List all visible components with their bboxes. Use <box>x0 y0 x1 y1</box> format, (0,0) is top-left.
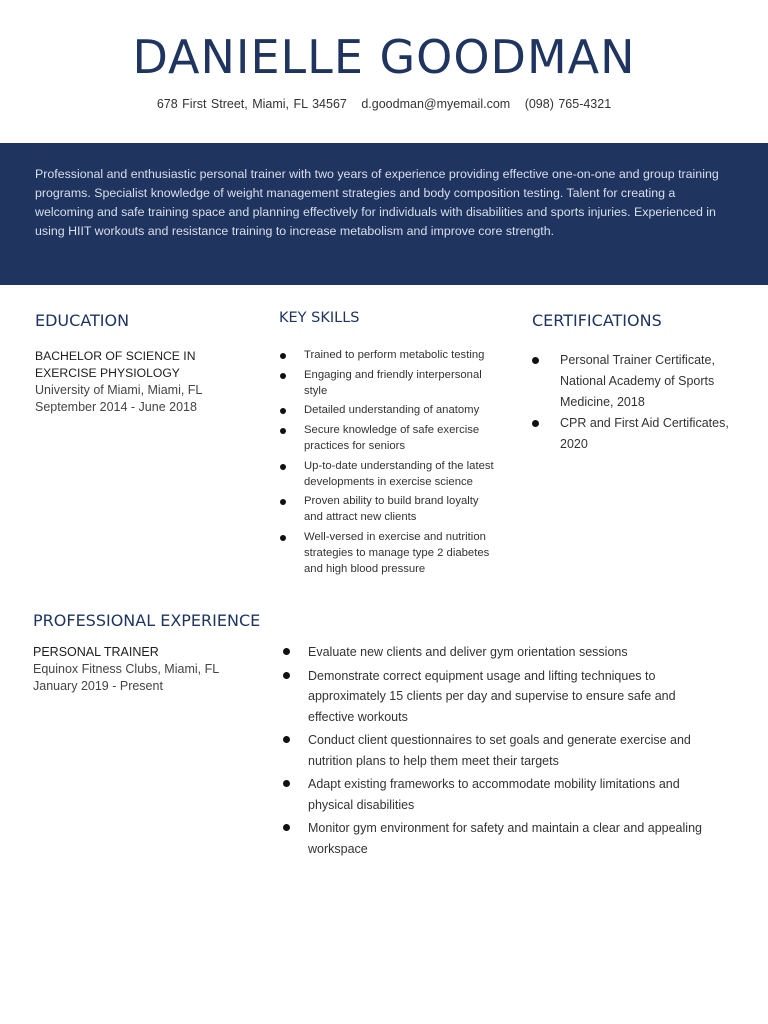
certification-text: Personal Trainer Certificate, National Academy of Sports Medicine, 2018 <box>560 353 715 409</box>
certifications-heading: CERTIFICATIONS <box>532 311 662 330</box>
list-item <box>280 403 495 419</box>
skill-text: Trained to perform metabolic testing <box>304 349 485 361</box>
email-text: d.goodman@myemail.com <box>361 97 511 111</box>
duty-text: Adapt existing frameworks to accommodate mobility limitations and physical disabilities <box>308 777 680 812</box>
experience-heading: PROFESSIONAL EXPERIENCE <box>33 611 261 630</box>
list-item <box>280 368 495 400</box>
duty-text: Evaluate new clients and deliver gym orientation sessions <box>308 645 628 659</box>
list-item <box>283 642 723 663</box>
job-dates: January 2019 - Present <box>33 679 163 693</box>
job-title: PERSONAL TRAINER <box>33 645 159 659</box>
bullet-icon <box>280 353 286 359</box>
bullet-icon <box>283 648 290 655</box>
duty-text: Demonstrate correct equipment usage and lifting techniques to approximately 15 clients per day and supervise to ensure safe and effective workouts <box>308 668 676 724</box>
list-item <box>283 730 723 771</box>
bullet-icon <box>532 420 539 427</box>
skill-text: Secure knowledge of safe exercise practices for seniors <box>304 424 480 452</box>
job-entry <box>33 644 263 695</box>
certification-text: CPR and First Aid Certificates, 2020 <box>560 416 729 451</box>
school-name: University of Miami, Miami, FL <box>35 383 203 397</box>
bullet-icon <box>280 428 286 434</box>
list-item <box>280 494 495 526</box>
list-item <box>532 413 732 455</box>
education-heading: EDUCATION <box>35 311 130 330</box>
skills-list <box>280 348 495 581</box>
contact-line <box>0 97 768 111</box>
skill-text: Well-versed in exercise and nutrition strategies to manage type 2 diabetes and high blood pressure <box>304 530 490 575</box>
bullet-icon <box>280 535 286 541</box>
list-item <box>280 348 495 364</box>
bullet-icon <box>283 780 290 787</box>
skill-text: Proven ability to build brand loyalty and attract new clients <box>304 495 479 524</box>
list-item <box>280 459 495 491</box>
company-name: Equinox Fitness Clubs, Miami, FL <box>33 662 220 676</box>
list-item <box>283 818 723 859</box>
bullet-icon <box>283 736 290 743</box>
list-item <box>280 423 495 455</box>
skill-text: Detailed understanding of anatomy <box>304 404 480 417</box>
skills-heading: KEY SKILLS <box>279 310 360 326</box>
experience-list <box>283 642 723 862</box>
candidate-name: DANIELLE GOODMAN <box>132 30 636 84</box>
bullet-icon <box>283 824 290 831</box>
bullet-icon <box>532 357 539 364</box>
degree-name: BACHELOR OF SCIENCE IN EXERCISE PHYSIOLOGY <box>35 349 196 380</box>
bullet-icon <box>280 373 286 379</box>
skill-text: Engaging and friendly interpersonal style <box>304 368 482 397</box>
phone-text: (098) 765-4321 <box>524 97 612 111</box>
duty-text: Monitor gym environment for safety and maintain a clear and appealing workspace <box>308 821 702 856</box>
education-dates: September 2014 - June 2018 <box>35 400 197 414</box>
list-item <box>280 530 495 577</box>
address-text: 678 First Street, Miami, FL 34567 <box>156 97 347 111</box>
certifications-list <box>532 350 732 455</box>
bullet-icon <box>280 499 286 505</box>
skill-text: Up-to-date understanding of the latest developments in exercise science <box>304 459 494 488</box>
bullet-icon <box>283 672 290 679</box>
list-item <box>283 666 723 728</box>
bullet-icon <box>280 464 286 470</box>
summary-text: Professional and enthusiastic personal trainer with two years of experience providing effective one-on-one and group training programs. Specialist knowledge of weight management strategies and body composition testing. Talent for creating a welcoming and safe training space and planning effectively for individuals with disabilities and sports injuries. Experienced in using HIIT workouts and resistance training to increase metabolism and improve core strength. <box>35 167 719 238</box>
education-entry <box>35 348 255 416</box>
list-item <box>283 774 723 815</box>
duty-text: Conduct client questionnaires to set goals and generate exercise and nutrition plans to help them meet their targets <box>308 733 691 768</box>
resume-header <box>0 0 768 142</box>
bullet-icon <box>280 408 286 414</box>
list-item <box>532 350 732 413</box>
